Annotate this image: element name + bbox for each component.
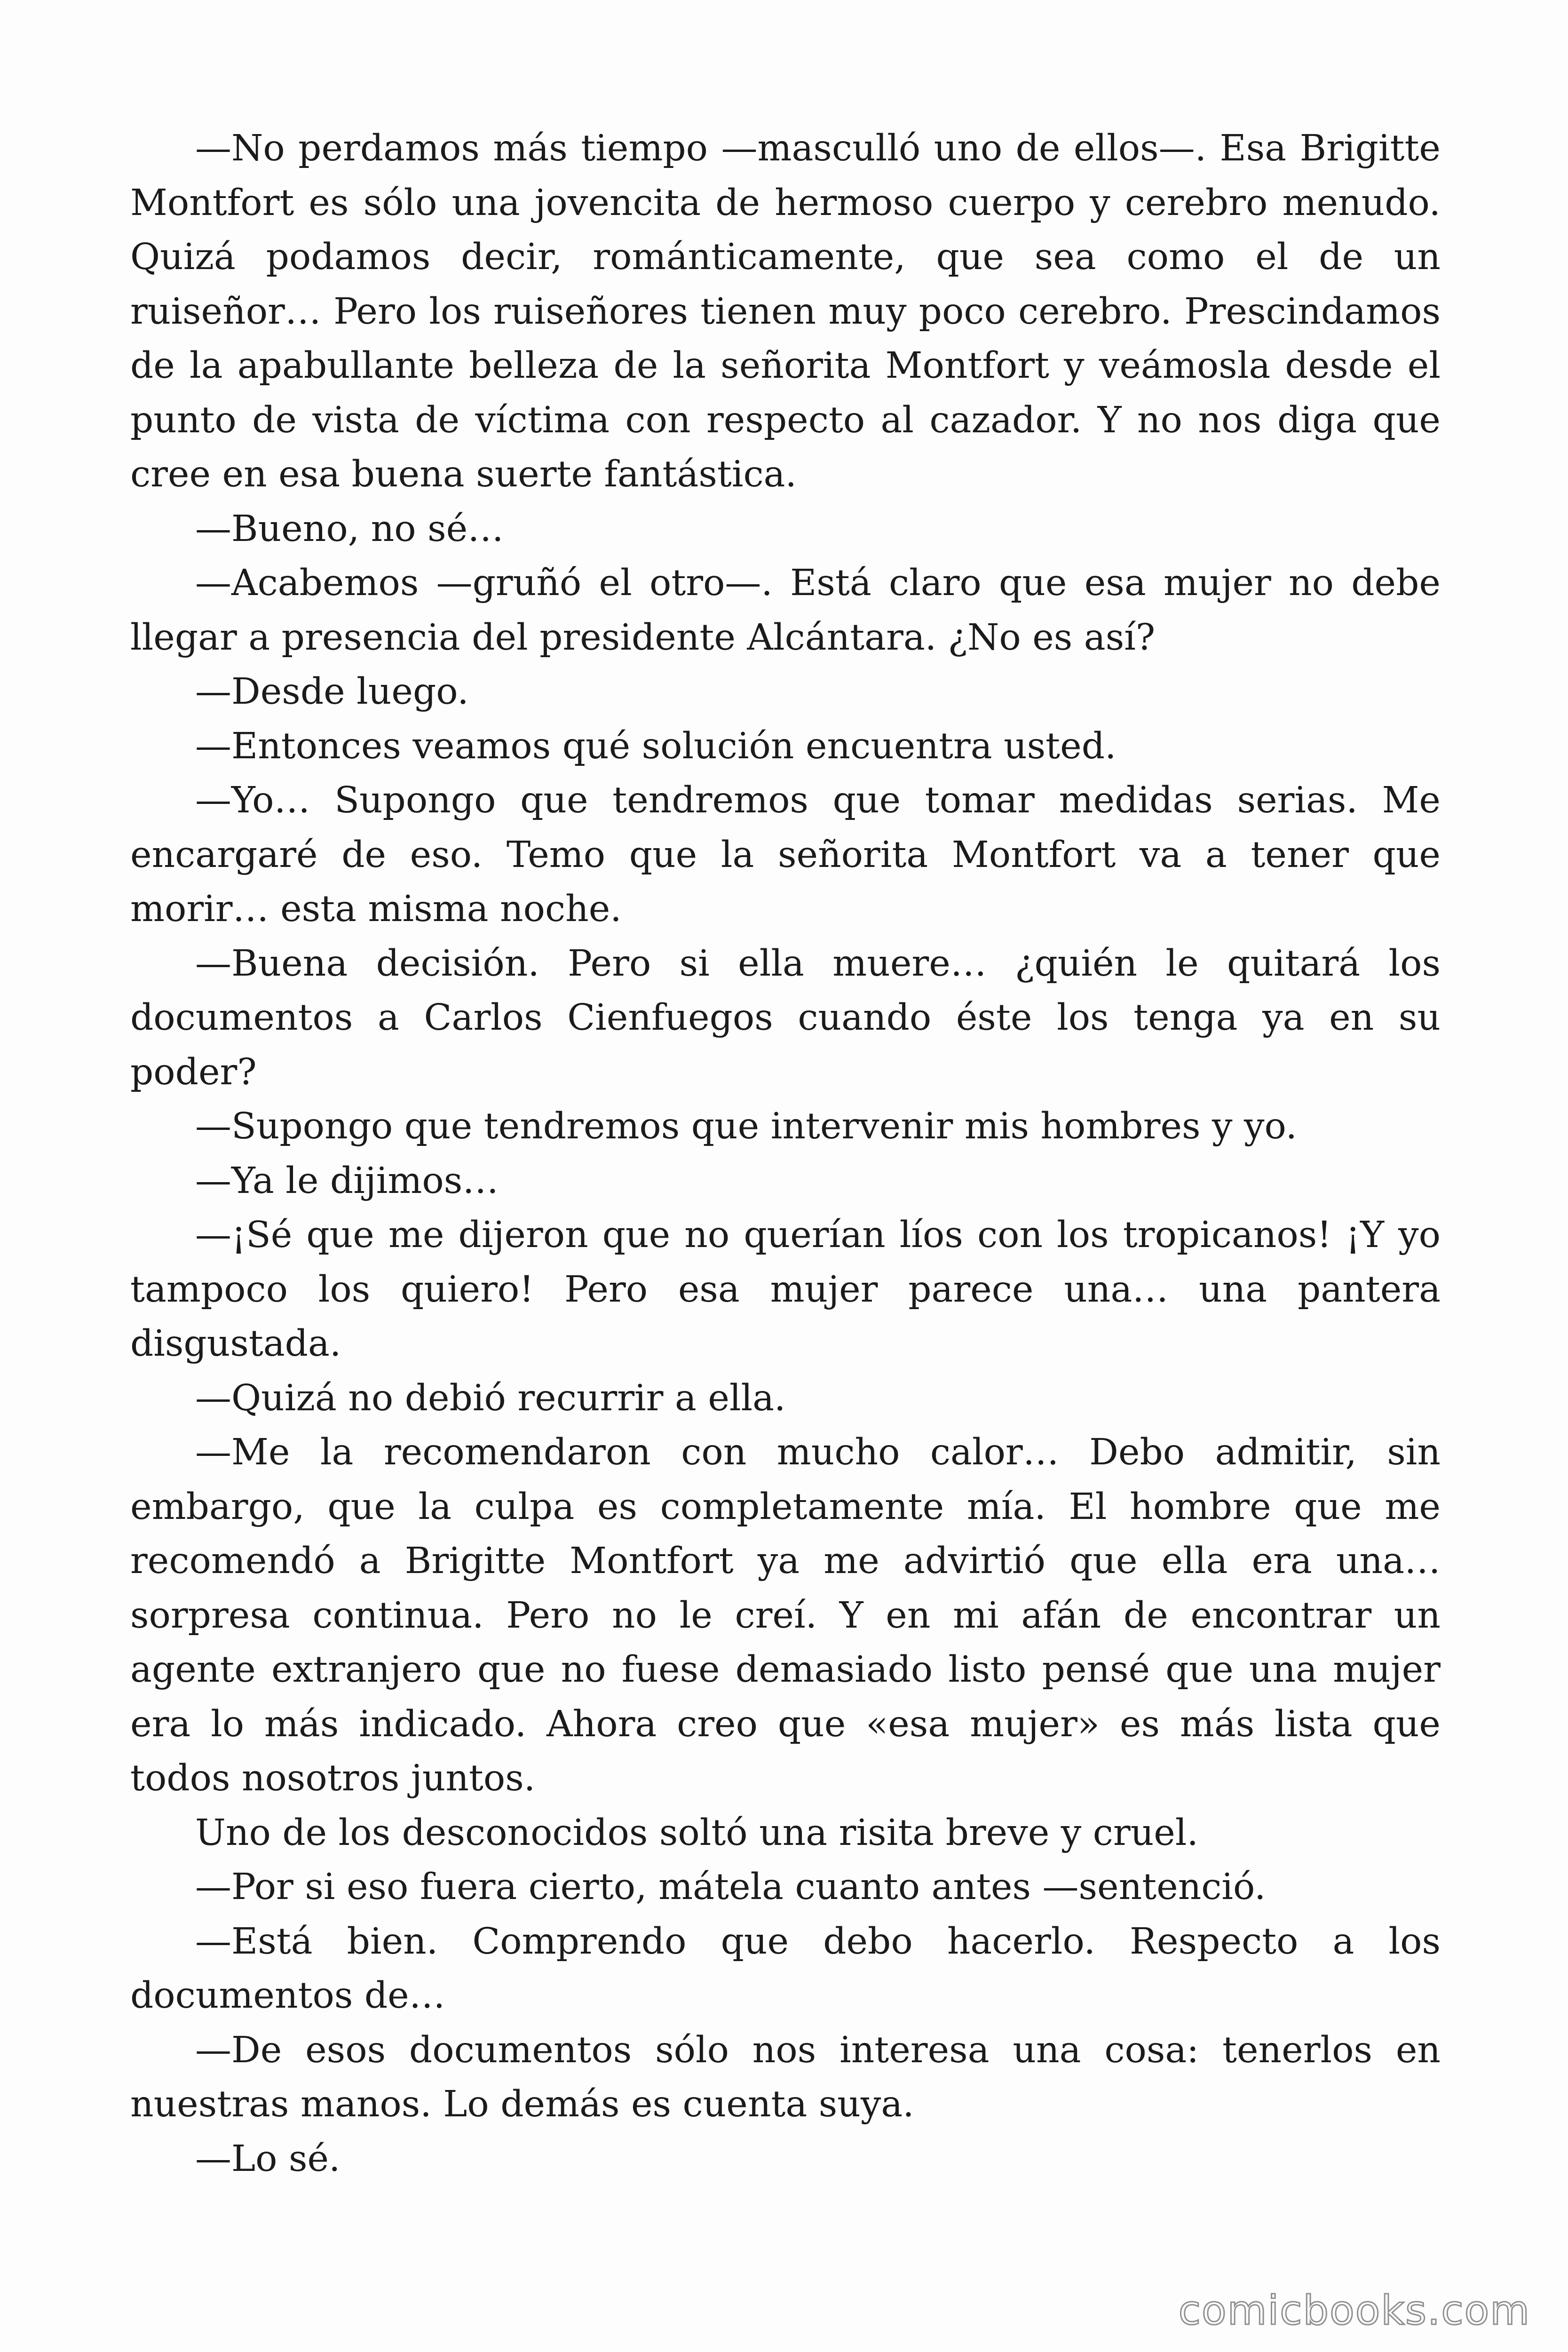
paragraph: —Lo sé. [195,2137,341,2180]
paragraph: —Buena decisión. Pero si ella muere… ¿quién le quitará los documentos a Carlos Cienfuegos cuando éste los tenga ya en su poder? [130,942,1441,1093]
paragraph: —Desde luego. [195,671,469,713]
paragraph: —No perdamos más tiempo —masculló uno de ellos—. Esa Brigitte Montfort es sólo una jovencita de hermoso cuerpo y cerebro menudo. Quizá podamos decir, románticamente, que sea como el de un ruiseñor… Pero los ruiseñores tienen muy poco cerebro. Prescindamos de la apabullante belleza de la señorita Montfort y veámosla desde el punto de vista de víctima con respecto al cazador. Y no nos diga que cree en esa buena suerte fantástica. [130,127,1441,495]
paragraph: —De esos documentos sólo nos interesa una cosa: tenerlos en nuestras manos. Lo demás es cuenta suya. [130,2029,1441,2125]
paragraph: —Ya le dijimos… [195,1160,499,1202]
page-body-text [130,121,1441,2186]
paragraph: —Por si eso fuera cierto, mátela cuanto antes —sentenció. [195,1866,1266,1908]
paragraph: —Está bien. Comprendo que debo hacerlo. Respecto a los documentos de… [130,1920,1441,2017]
site-watermark: comicbooks.com [1178,2287,1530,2334]
paragraph: —Acabemos —gruñó el otro—. Está claro que esa mujer no debe llegar a presencia del presidente Alcántara. ¿No es así? [130,562,1441,659]
paragraph: —¡Sé que me dijeron que no querían líos con los tropicanos! ¡Y yo tampoco los quiero! Pero esa mujer parece una… una pantera disgustada. [130,1214,1441,1365]
paragraph: —Bueno, no sé… [195,508,504,550]
paragraph: —Yo… Supongo que tendremos que tomar medidas serias. Me encargaré de eso. Temo que la señorita Montfort va a tener que morir… esta misma noche. [130,779,1441,930]
paragraph: —Entonces veamos qué solución encuentra usted. [195,725,1117,767]
paragraph: —Me la recomendaron con mucho calor… Debo admitir, sin embargo, que la culpa es completamente mía. El hombre que me recomendó a Brigitte Montfort ya me advirtió que ella era una… sorpresa continua. Pero no le creí. Y en mi afán de encontrar un agente extranjero que no fuese demasiado listo pensé que una mujer era lo más indicado. Ahora creo que «esa mujer» es más lista que todos nosotros juntos. [130,1431,1441,1799]
paragraph: Uno de los desconocidos soltó una risita breve y cruel. [195,1812,1198,1854]
paragraph: —Supongo que tendremos que intervenir mis hombres y yo. [195,1105,1298,1147]
paragraph: —Quizá no debió recurrir a ella. [195,1377,786,1419]
